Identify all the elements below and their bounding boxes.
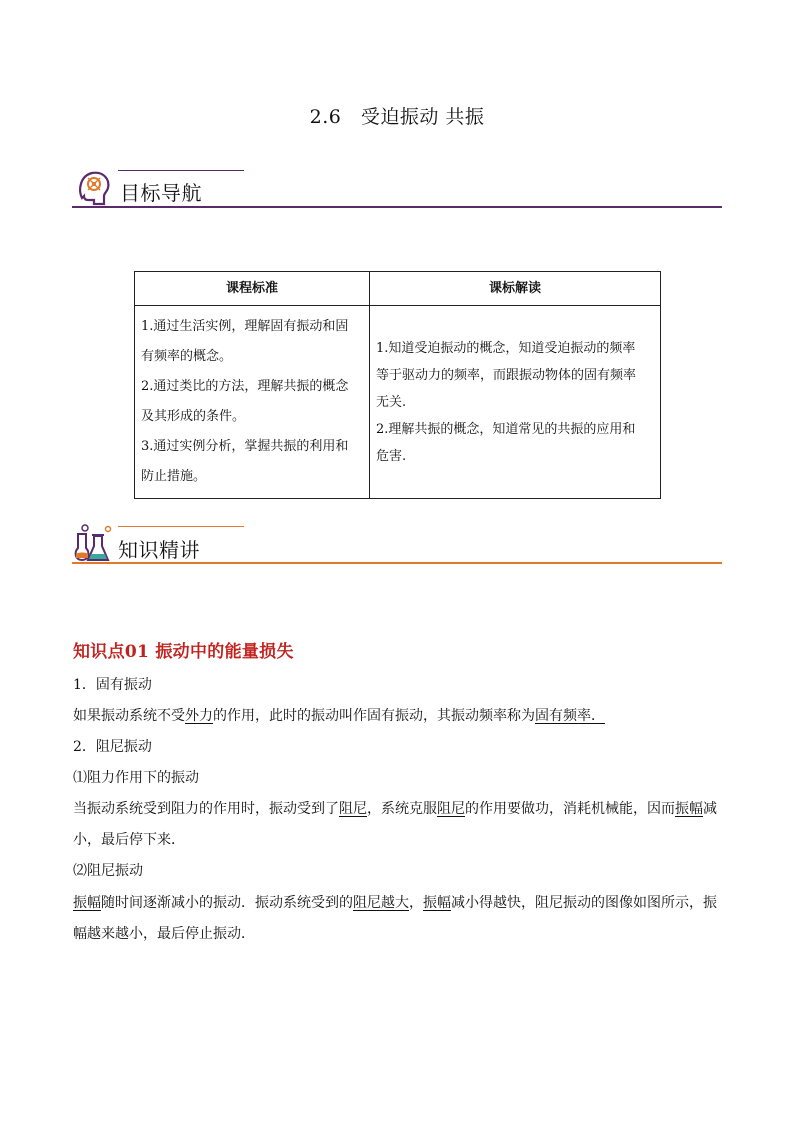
text-run: 减小得越快，阻尼振动的图像如图所示，振	[451, 895, 717, 911]
table-row	[135, 306, 661, 499]
table-cell-interpretation	[370, 306, 661, 499]
underlined-term: 阻尼	[339, 801, 367, 817]
table-header-cell: 课标解读	[370, 272, 661, 306]
subheading: ⑵阻尼振动	[73, 863, 143, 879]
text-run: 如果振动系统不受	[73, 708, 185, 724]
table-cell-standards	[135, 306, 370, 499]
text-run: ，系统克服	[367, 801, 437, 817]
table-cell-line: 2.通过类比的方法，理解共振的概念	[141, 379, 349, 394]
paragraph-line	[73, 798, 723, 818]
subheading: ⑴阻力作用下的振动	[73, 770, 199, 786]
underlined-term: 振幅	[73, 895, 101, 911]
table-cell-line: 无关.	[376, 394, 407, 410]
table-cell-line: 3.通过实例分析，掌握共振的利用和	[141, 439, 349, 454]
underlined-term: 阻尼	[437, 801, 465, 817]
heading-natural-vibration: 1．固有振动	[73, 677, 152, 693]
table-cell-line: 1.通过生活实例，理解固有振动和固	[141, 319, 349, 334]
course-standard-table	[134, 271, 661, 499]
page-title: 2.6 受迫振动 共振	[309, 106, 485, 128]
table-cell-line: 及其形成的条件。	[141, 409, 246, 424]
table-cell-line: 2.理解共振的概念，知道常见的共振的应用和	[376, 421, 636, 437]
section-header-goals	[72, 168, 722, 212]
paragraph-line	[73, 705, 723, 725]
underlined-term: 固有频率．	[535, 708, 605, 724]
section-divider	[72, 206, 722, 208]
section-header-knowledge	[72, 522, 722, 566]
section-divider	[72, 562, 722, 564]
heading-damped-vibration: 2．阻尼振动	[73, 739, 152, 755]
text-run: 减	[703, 801, 717, 817]
table-cell-line: 等于驱动力的频率，而跟振动物体的固有频率	[376, 367, 637, 383]
text-run: 的作用，此时的振动叫作固有振动，其振动频率称为	[213, 708, 535, 724]
knowledge-point-title: 知识点01 振动中的能量损失	[73, 642, 294, 662]
paragraph-line: 小，最后停下来．	[73, 832, 185, 848]
header-top-rule	[118, 170, 244, 171]
table-cell-line: 1.知道受迫振动的概念，知道受迫振动的频率	[376, 340, 636, 356]
underlined-term: 振幅	[675, 801, 703, 817]
header-top-rule	[118, 526, 244, 527]
text-run: 的作用要做功，消耗机械能，因而	[465, 801, 675, 817]
text-run: 随时间逐渐减小的振动．振动系统受到的	[101, 895, 353, 911]
table-cell-line: 防止措施。	[141, 469, 207, 484]
table-header-cell: 课程标准	[135, 272, 370, 306]
underlined-term: 阻尼越大	[353, 895, 409, 911]
table-cell-line: 危害.	[376, 448, 407, 464]
underlined-term: 外力	[185, 708, 213, 724]
underlined-term: 振幅	[423, 895, 451, 911]
section-title-goals: 目标导航	[120, 181, 202, 205]
table-header-row	[135, 272, 661, 306]
text-run: 当振动系统受到阻力的作用时，振动受到了	[73, 801, 339, 817]
paragraph-line: 幅越来越小，最后停止振动．	[73, 926, 255, 942]
table-cell-line: 有频率的概念。	[141, 349, 233, 364]
text-run: ，	[409, 895, 423, 911]
paragraph-line	[73, 892, 723, 912]
section-title-knowledge: 知识精讲	[118, 538, 200, 562]
